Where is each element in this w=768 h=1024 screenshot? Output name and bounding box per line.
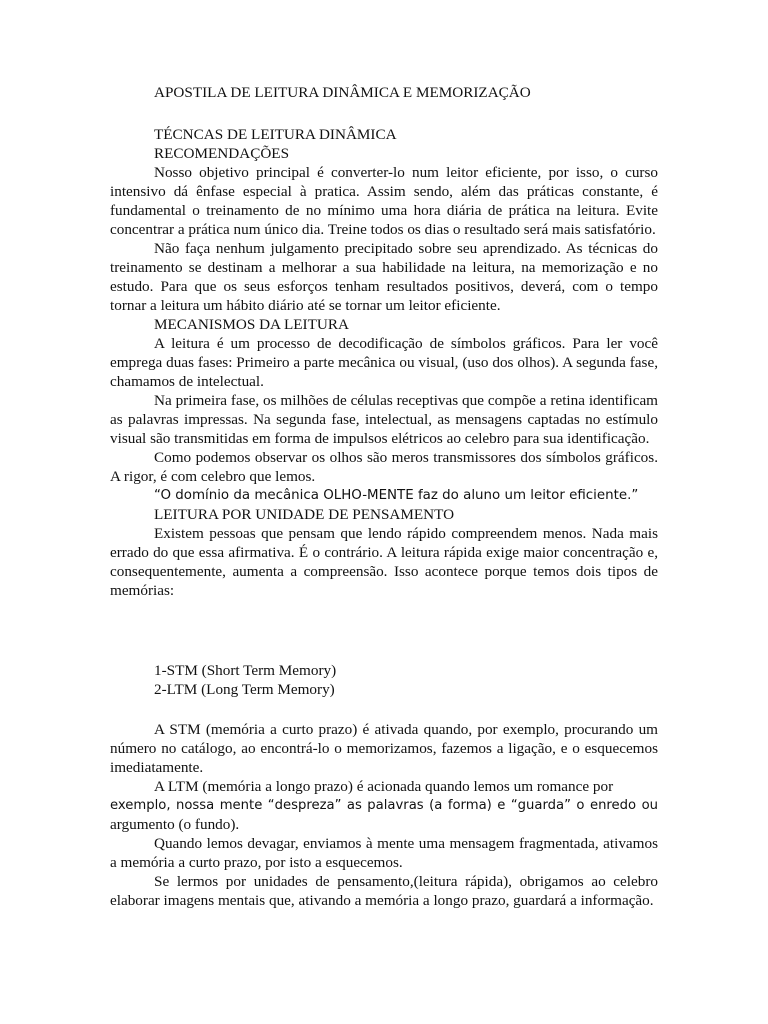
paragraph: A leitura é um processo de decodificação de símbolos gráficos. Para ler você emprega duas fases: Primeiro a parte mecânica ou visual, (uso dos olhos). A segunda fase, chamamos de intelectual.	[110, 335, 658, 390]
section-heading: TÉCNCAS DE LEITURA DINÂMICA	[154, 126, 397, 143]
document-title-block	[110, 83, 658, 102]
document-title: APOSTILA DE LEITURA DINÂMICA E MEMORIZAÇÃO	[154, 84, 531, 101]
paragraph: Como podemos observar os olhos são meros transmissores dos símbolos gráficos. A rigor, é com celebro que lemos.	[110, 449, 658, 485]
section-memory-explanation	[110, 720, 658, 910]
paragraph: A STM (memória a curto prazo) é ativada quando, por exemplo, procurando um número no catálogo, ao encontrá-lo o memorizamos, fazemos a ligação, e o esquecemos imediatamente.	[110, 721, 658, 776]
list-item: 1-STM (Short Term Memory)	[154, 662, 337, 679]
paragraph: Quando lemos devagar, enviamos à mente uma mensagem fragmentada, ativamos a memória a curto prazo, por isto a esquecemos.	[110, 835, 658, 871]
section-subheading: RECOMENDAÇÕES	[154, 145, 290, 162]
paragraph: Existem pessoas que pensam que lendo rápido compreendem menos. Nada mais errado do que essa afirmativa. É o contrário. A leitura rápida exige maior concentração e, consequentemente, aumenta a compreensão. Isso acontece porque temos dois tipos de memórias:	[110, 525, 658, 599]
paragraph-line: A LTM (memória a longo prazo) é acionada quando lemos um romance por	[154, 778, 614, 795]
quote: “O domínio da mecânica OLHO-MENTE faz do aluno um leitor eficiente.”	[154, 488, 639, 503]
section-heading: LEITURA POR UNIDADE DE PENSAMENTO	[154, 506, 455, 523]
paragraph: Na primeira fase, os milhões de células receptivas que compõe a retina identificam as palavras impressas. Na segunda fase, intelectual, as mensagens captadas no estímulo visual são transmitidas em forma de impulsos elétricos ao celebro para sua identificação.	[110, 392, 658, 447]
list-item: 2-LTM (Long Term Memory)	[154, 681, 335, 698]
paragraph: Nosso objetivo principal é converter-lo num leitor eficiente, por isso, o curso intensivo dá ênfase especial à pratica. Assim sendo, além das práticas constante, é fundamental o treinamento de no mínimo uma hora diária de prática na leitura. Evite concentrar a prática num único dia. Treine todos os dias o resultado será mais satisfatório.	[110, 164, 658, 238]
paragraph-line: argumento (o fundo).	[110, 816, 240, 833]
paragraph-line: exemplo, nossa mente “despreza” as palavras (a forma) e “guarda” o enredo ou	[110, 798, 658, 813]
memory-types-list	[110, 661, 658, 699]
section-heading: MECANISMOS DA LEITURA	[154, 316, 349, 333]
paragraph: Se lermos por unidades de pensamento,(leitura rápida), obrigamos ao celebro elaborar imagens mentais que, ativando a memória a longo prazo, guardará a informação.	[110, 873, 658, 909]
paragraph: Não faça nenhum julgamento precipitado sobre seu aprendizado. As técnicas do treinamento se destinam a melhorar a sua habilidade na leitura, na memorização e no estudo. Para que os seus esforços tenham resultados positivos, deverá, com o tempo tornar a leitura um hábito diário até se tornar um leitor eficiente.	[110, 240, 658, 314]
section-recomendacoes	[110, 125, 658, 600]
